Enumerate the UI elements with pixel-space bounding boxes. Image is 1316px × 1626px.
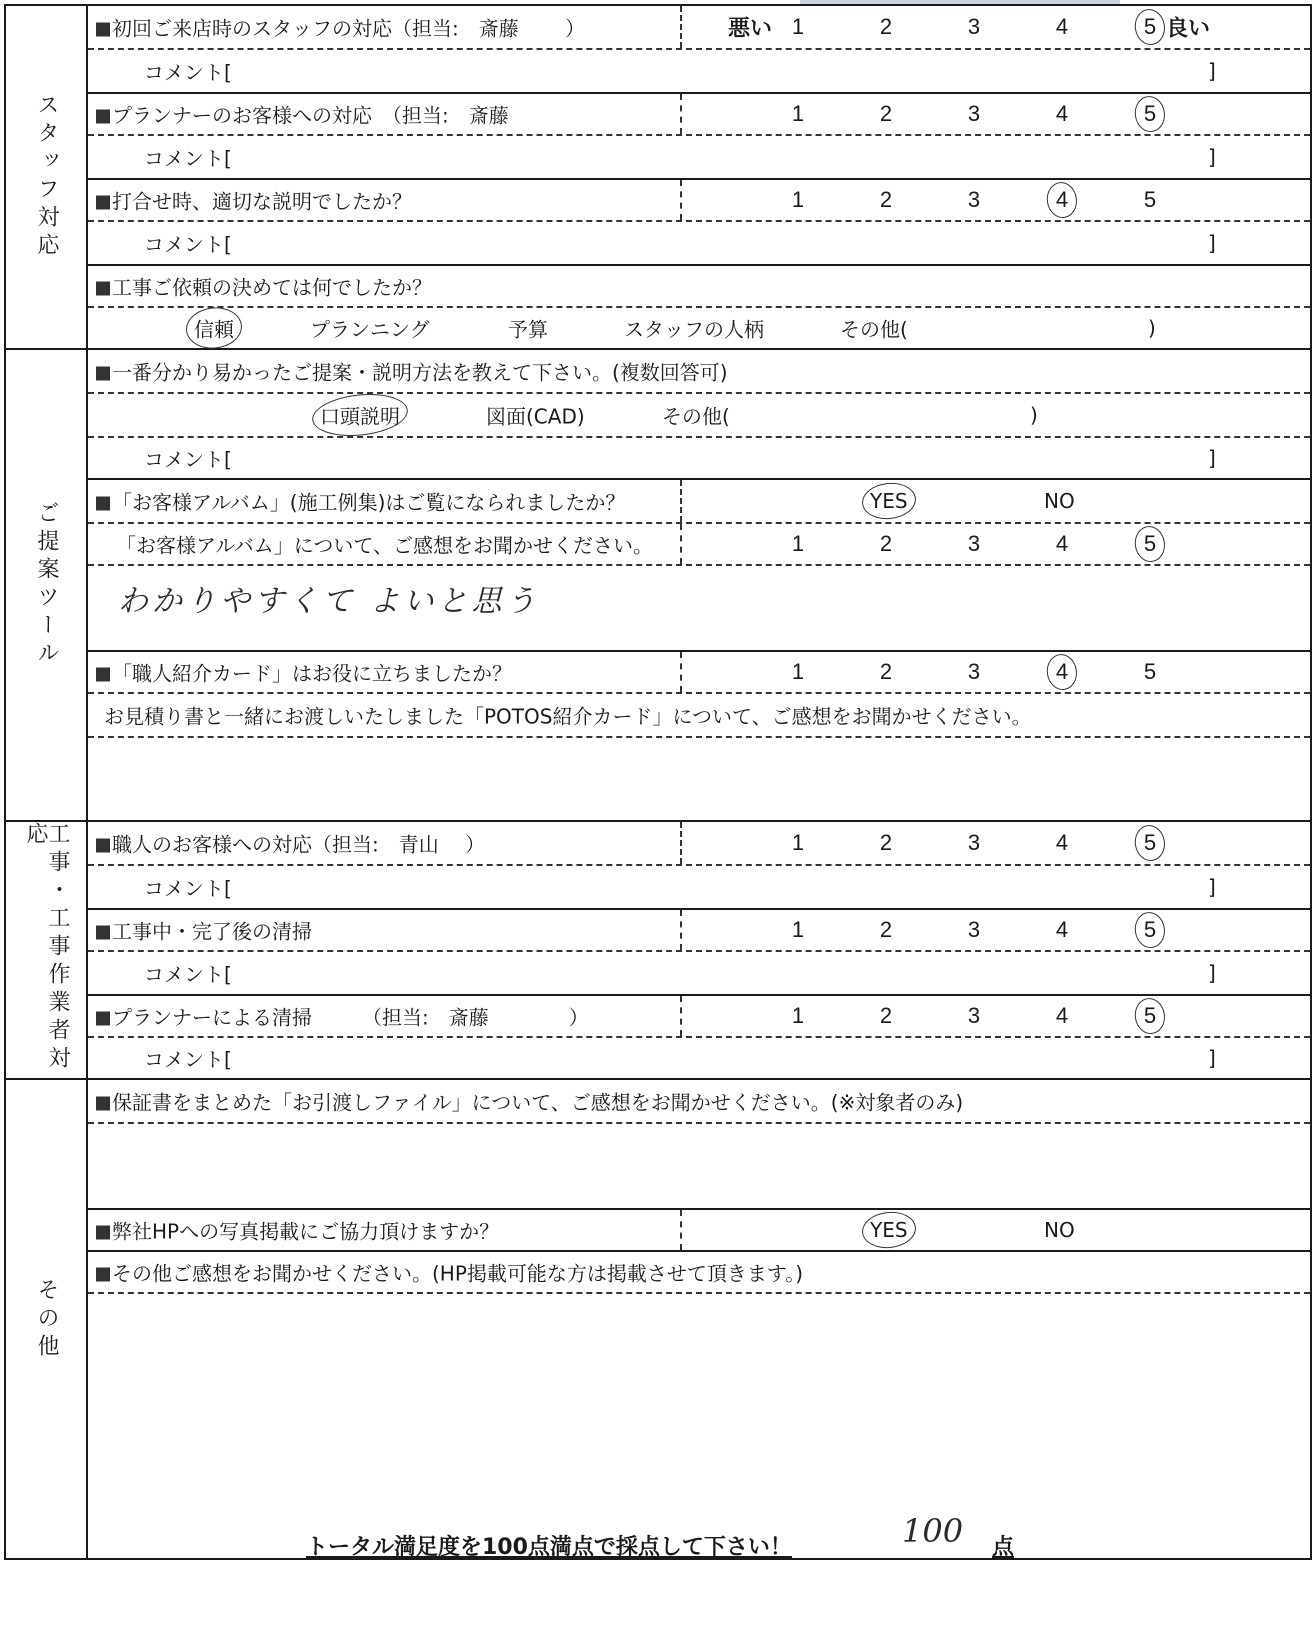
section-label: 工事・工事作業者対応 [6,822,88,1078]
rating-2[interactable]: 2 [879,187,893,212]
question-row: 弊社HPへの写真掲載にご協力頂けますか？ YES NO [88,1208,1310,1250]
rating-4[interactable]: 4 [1055,1003,1069,1028]
question-row: 「お客様アルバム」(施工例集)はご覧になられましたか？ YES NO [88,478,1310,522]
rating-1[interactable]: 1 [791,830,805,855]
rating-3[interactable]: 3 [967,1003,981,1028]
rating-4[interactable]: 4 [1055,830,1069,855]
rating-4[interactable]: 4 [1055,14,1069,39]
square-bullet-icon [96,282,110,296]
rating-4-selected[interactable]: 4 [1055,659,1069,684]
rating-4-selected[interactable]: 4 [1055,187,1069,212]
rating-2[interactable]: 2 [879,917,893,942]
rating-scale[interactable] [688,910,1310,950]
yes-option-selected[interactable]: YES [870,1218,908,1242]
rating-5-selected[interactable]: 5 [1143,14,1157,39]
comment-row[interactable]: コメント[ ] [88,950,1310,994]
section-label: スタッフ対応 [6,6,88,348]
question-row: 一番分かり易かったご提案・説明方法を教えて下さい。(複数回答可) [88,350,1310,392]
square-bullet-icon [96,1268,110,1282]
comment-row[interactable]: コメント[ ] [88,134,1310,178]
question-row: 工事ご依頼の決めては何でしたか？ [88,264,1310,306]
rating-scale[interactable] [688,94,1310,134]
option-other[interactable]: その他( [840,317,908,342]
question-row: お見積り書と一緒にお渡しいたしました「POTOS紹介カード」について、ご感想をお聞かせください。 [88,692,1310,736]
comment-row[interactable]: コメント[ ] [88,864,1310,908]
total-score-unit: 点 [992,1535,1015,1560]
question-row: 工事中・完了後の清掃 1 2 3 4 5 [88,908,1310,950]
rating-3[interactable]: 3 [967,531,981,556]
rating-3[interactable]: 3 [967,14,981,39]
rating-3[interactable]: 3 [967,830,981,855]
option-other-close: ) [1148,316,1156,340]
square-bullet-icon [96,1226,110,1240]
rating-1[interactable]: 1 [791,187,805,212]
square-bullet-icon [96,1097,110,1111]
rating-scale[interactable] [688,996,1310,1036]
comment-row[interactable]: コメント[ ] [88,1036,1310,1078]
rating-4[interactable]: 4 [1055,917,1069,942]
question-row: その他ご感想をお聞かせください。(HP掲載可能な方は掲載させて頂きます。) [88,1250,1310,1292]
rating-2[interactable]: 2 [879,101,893,126]
rating-3[interactable]: 3 [967,659,981,684]
handwritten-answer[interactable] [88,564,1310,650]
rating-1[interactable]: 1 [791,14,805,39]
yes-option-selected[interactable]: YES [870,489,908,513]
question-row: プランナーのお客様への対応 （担当: 斎藤 1 2 3 4 5 [88,92,1310,134]
section-staff [6,6,1310,350]
rating-4[interactable]: 4 [1055,101,1069,126]
square-bullet-icon [96,367,110,381]
total-score-value[interactable]: 100 [902,1512,964,1550]
option-planning[interactable]: プランニング [310,317,430,342]
rating-5-selected[interactable]: 5 [1143,917,1157,942]
square-bullet-icon [96,668,110,682]
rating-1[interactable]: 1 [791,917,805,942]
survey-form [4,4,1312,1560]
option-cad[interactable]: 図面(CAD) [486,404,585,429]
yes-no-choice[interactable] [688,1210,1310,1250]
square-bullet-icon [96,926,110,940]
rating-5-selected[interactable]: 5 [1143,101,1157,126]
section-label: その他 [6,1080,88,1560]
question-row: 「お客様アルバム」について、ご感想をお聞かせください。 1 2 3 4 5 [88,522,1310,564]
rating-2[interactable]: 2 [879,830,893,855]
question-row: 職人のお客様への対応（担当: 青山 ） 1 2 3 4 5 [88,822,1310,864]
option-other-close: ) [1030,403,1038,427]
options-row [88,306,1310,348]
no-option[interactable]: NO [1044,1218,1075,1242]
square-bullet-icon [96,839,110,853]
question-text: 初回ご来店時のスタッフの対応（担当: 斎藤 ） [96,13,585,42]
comment-row[interactable]: コメント[ ] [88,48,1310,92]
question-row: 「職人紹介カード」はお役に立ちましたか？ 1 2 3 4 5 [88,650,1310,692]
option-staff-personality[interactable]: スタッフの人柄 [624,317,764,342]
option-other[interactable]: その他( [662,404,730,429]
square-bullet-icon [96,497,110,511]
options-row [88,392,1310,436]
yes-no-choice[interactable] [688,480,1310,522]
section-label: ご提案ツール [6,350,88,820]
scale-low-label: 悪い [728,16,773,42]
section-construction [6,822,1310,1080]
rating-1[interactable]: 1 [791,659,805,684]
rating-2[interactable]: 2 [879,1003,893,1028]
question-row: プランナーによる清掃 （担当: 斎藤 ） 1 2 3 4 5 [88,994,1310,1036]
rating-3[interactable]: 3 [967,187,981,212]
option-budget[interactable]: 予算 [508,317,548,342]
answer-area[interactable] [88,736,1310,820]
rating-5-selected[interactable]: 5 [1143,1003,1157,1028]
section-other [6,1080,1310,1560]
square-bullet-icon [96,1012,110,1026]
rating-1[interactable]: 1 [791,1003,805,1028]
rating-5-selected[interactable]: 5 [1143,531,1157,556]
rating-2[interactable]: 2 [879,531,893,556]
rating-scale[interactable] [688,524,1310,564]
rating-scale[interactable] [688,180,1310,220]
rating-5[interactable]: 5 [1143,659,1157,684]
no-option[interactable]: NO [1044,489,1075,513]
option-trust-selected[interactable]: 信頼 [194,314,234,343]
rating-3[interactable]: 3 [967,101,981,126]
rating-scale[interactable] [688,822,1310,864]
square-bullet-icon [96,110,110,124]
comment-row[interactable]: コメント[ ] [88,436,1310,478]
rating-2[interactable]: 2 [879,14,893,39]
handwritten-text: わかりやすくて よいと思う [118,584,540,619]
rating-4[interactable]: 4 [1055,531,1069,556]
rating-3[interactable]: 3 [967,917,981,942]
square-bullet-icon [96,23,110,37]
rating-2[interactable]: 2 [879,659,893,684]
option-verbal-selected[interactable]: 口頭説明 [320,401,400,430]
rating-scale[interactable] [688,6,1310,48]
rating-1[interactable]: 1 [791,101,805,126]
question-row [88,6,1310,48]
rating-1[interactable]: 1 [791,531,805,556]
rating-5[interactable]: 5 [1143,187,1157,212]
rating-scale[interactable] [688,652,1310,692]
total-score-label: トータル満足度を100点満点で採点して下さい！ [306,1535,792,1560]
comment-row[interactable]: コメント[ ] [88,220,1310,264]
rating-5-selected[interactable]: 5 [1143,830,1157,855]
scale-high-label: 良い [1166,16,1211,42]
section-tools [6,350,1310,822]
square-bullet-icon [96,196,110,210]
answer-area[interactable] [88,1122,1310,1208]
question-row: 保証書をまとめた「お引渡しファイル」について、ご感想をお聞かせください。(※対象者のみ) [88,1080,1310,1122]
question-row: 打合せ時、適切な説明でしたか？ 1 2 3 4 5 [88,178,1310,220]
answer-area[interactable] [88,1292,1310,1558]
